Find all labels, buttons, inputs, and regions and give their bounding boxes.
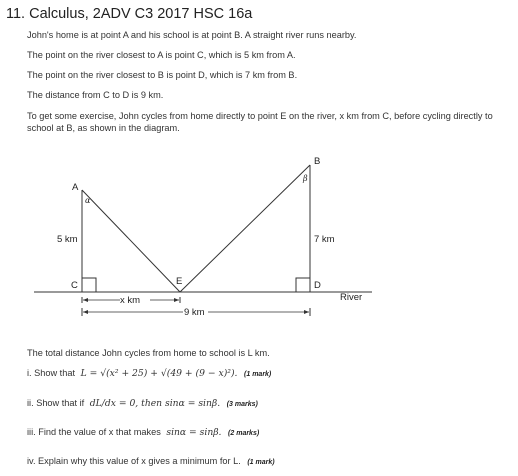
part-iii-mark: (2 marks) — [228, 430, 260, 437]
part-i-expr: L = √(x² + 25) + √(49 + (9 − x)²). — [80, 368, 238, 379]
part-ii — [27, 398, 258, 409]
angle-alpha-label: α — [85, 196, 91, 205]
intro-line-3: The point on the river closest to B is point D, which is 7 km from B. — [27, 70, 298, 80]
segment-eb — [180, 165, 310, 292]
part-iv-mark: (1 mark) — [247, 459, 275, 466]
segment-ae — [82, 190, 183, 292]
part-ii-expr: dL/dx = 0, then sinα = sinβ. — [89, 398, 221, 409]
total-distance-text: The total distance John cycles from home to school is L km. — [27, 348, 270, 358]
part-iii-label: iii. Find the value of x that makes — [27, 427, 161, 437]
point-a-label: A — [72, 182, 79, 193]
point-d-label: D — [314, 280, 321, 291]
point-b-label: B — [314, 156, 321, 167]
angle-beta-label: β — [303, 174, 308, 183]
right-angle-d — [296, 278, 310, 292]
diagram — [0, 150, 518, 320]
intro-line-5: To get some exercise, John cycles from home directly to point E on the river, x km from C, before cycling directly to school at B, as shown in the diagram. — [27, 111, 493, 133]
part-ii-label: ii. Show that if — [27, 398, 85, 408]
part-i-mark: (1 mark) — [244, 371, 272, 378]
part-iii — [27, 427, 259, 438]
right-angle-c — [82, 278, 96, 292]
length-ac-label: 5 km — [57, 234, 78, 245]
question-title: 11. Calculus, 2ADV C3 2017 HSC 16a — [6, 6, 253, 22]
part-iii-expr: sinα = sinβ. — [166, 427, 222, 438]
part-i-label: i. Show that — [27, 368, 76, 378]
intro-line-2: The point on the river closest to A is point C, which is 5 km from A. — [27, 50, 296, 60]
length-bd-label: 7 km — [314, 234, 335, 245]
intro-line-4: The distance from C to D is 9 km. — [27, 90, 164, 100]
length-ce-label: x km — [120, 295, 141, 306]
river-label: River — [340, 292, 363, 303]
part-ii-mark: (3 marks) — [226, 401, 258, 408]
point-c-label: C — [71, 280, 78, 291]
point-e-label: E — [176, 276, 183, 287]
length-cd-label: 9 km — [184, 307, 205, 318]
part-iv — [27, 456, 275, 466]
part-iv-label: iv. Explain why this value of x gives a minimum for L. — [27, 456, 241, 466]
intro-line-1: John's home is at point A and his school is at point B. A straight river runs nearby. — [27, 30, 357, 40]
part-i — [27, 368, 271, 379]
